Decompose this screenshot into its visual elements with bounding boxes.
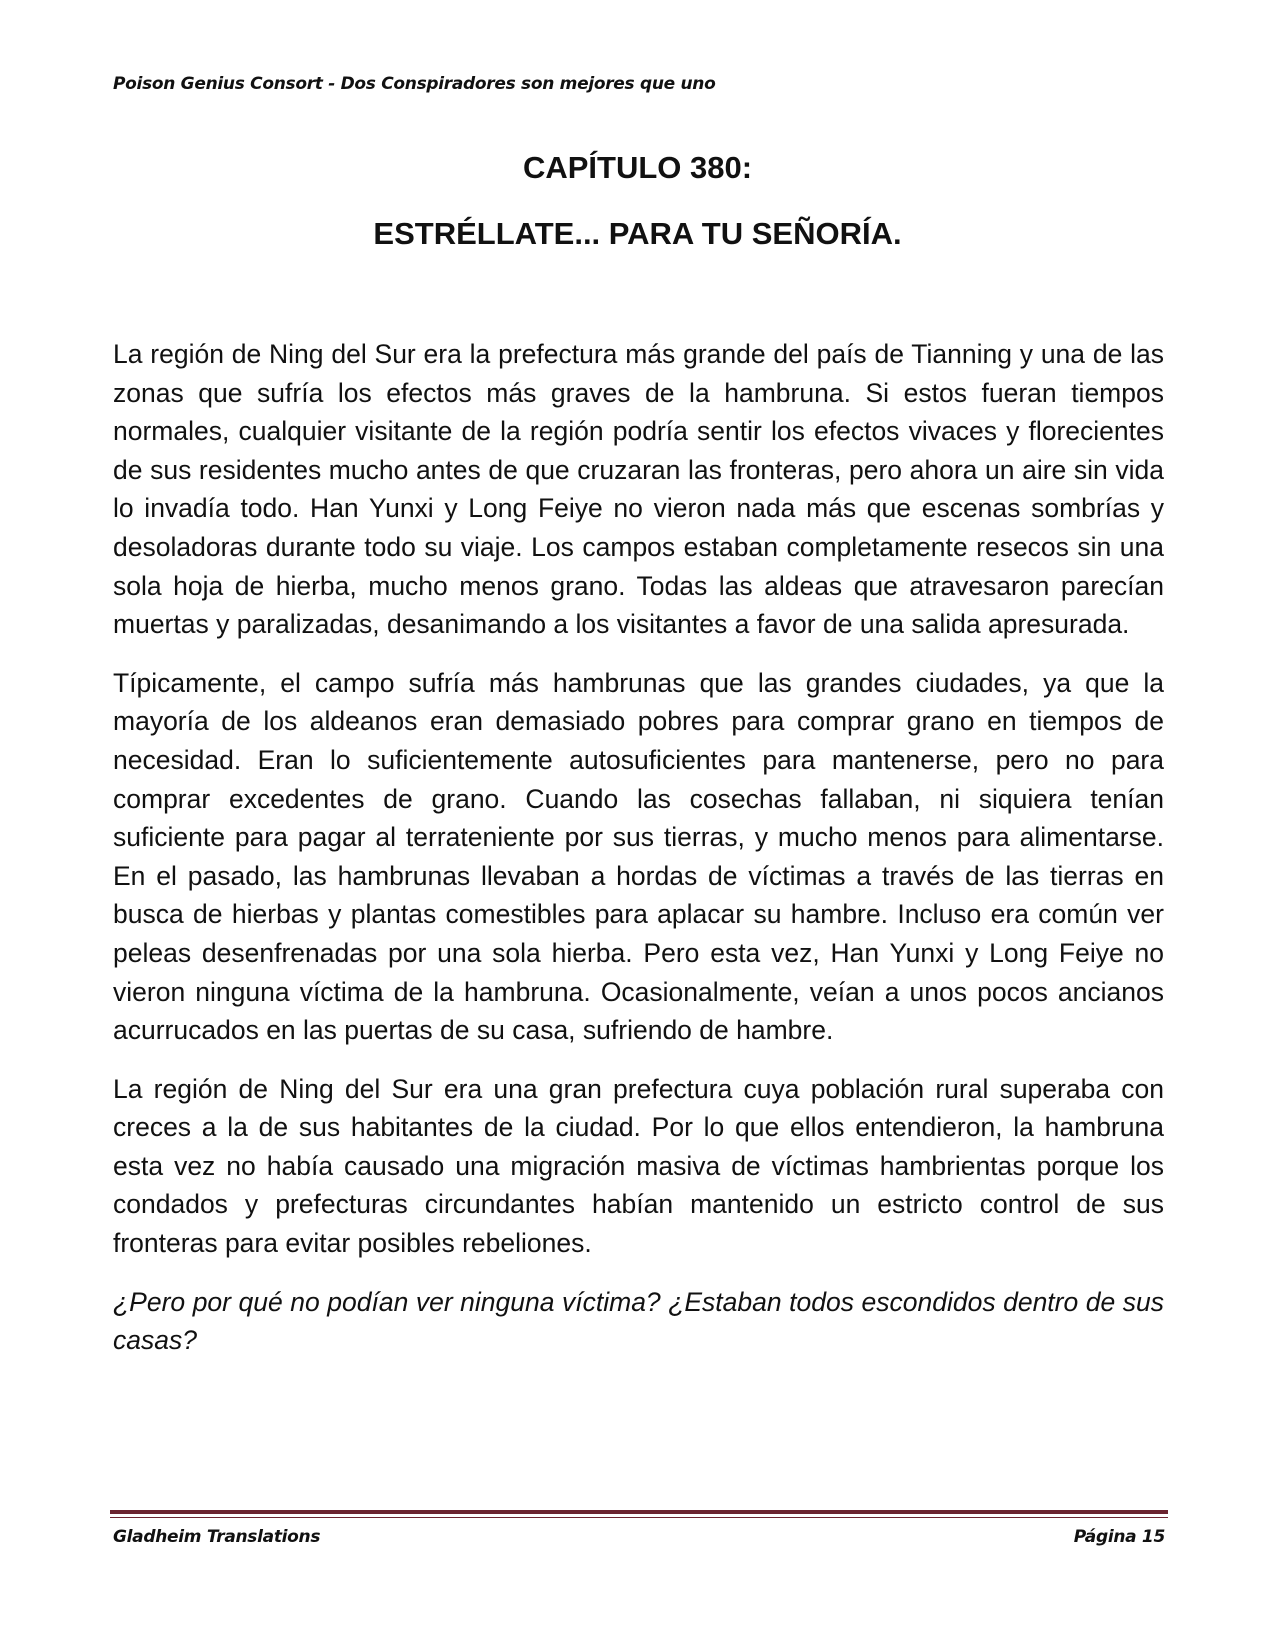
body-text — [113, 335, 1164, 1380]
paragraph-2: Típicamente, el campo sufría más hambrunas que las grandes ciudades, ya que la mayoría de los aldeanos eran demasiado pobres para comprar grano en tiempos de necesidad. Eran lo suficientemente autosuficientes para mantenerse, pero no para comprar excedentes de grano. Cuando las cosechas fallaban, ni siquiera tenían suficiente para pagar al terrateniente por sus tierras, y mucho menos para alimentarse. En el pasado, las hambrunas llevaban a hordas de víctimas a través de las tierras en busca de hierbas y plantas comestibles para aplacar su hambre. Incluso era común ver peleas desenfrenadas por una sola hierba. Pero esta vez, Han Yunxi y Long Feiye no vieron ninguna víctima de la hambruna. Ocasionalmente, veían a unos pocos ancianos acurrucados en las puertas de su casa, sufriendo de hambre. — [113, 667, 1164, 1046]
footer-rule-thin — [110, 1517, 1168, 1518]
running-header: Poison Genius Consort - Dos Conspiradores son mejores que uno — [113, 74, 716, 94]
footer-rule — [110, 1510, 1168, 1514]
footer-publisher: Gladheim Translations — [113, 1527, 321, 1547]
paragraph-4-italic: ¿Pero por qué no podían ver ninguna víctima? ¿Estaban todos escondidos dentro de sus casas? — [113, 1286, 1164, 1356]
paragraph-3: La región de Ning del Sur era una gran prefectura cuya población rural superaba con creces a la de sus habitantes de la ciudad. Por lo que ellos entendieron, la hambruna esta vez no había causado una migración masiva de víctimas hambrientas porque los condados y prefecturas circundantes habían mantenido un estricto control de sus fronteras para evitar posibles rebeliones. — [113, 1073, 1164, 1259]
chapter-title: ESTRÉLLATE... PARA TU SEÑORÍA. — [373, 216, 902, 251]
footer-page-number: Página 15 — [1073, 1527, 1165, 1547]
chapter-number: CAPÍTULO 380: — [522, 150, 753, 185]
paragraph-1: La región de Ning del Sur era la prefectura más grande del país de Tianning y una de las zonas que sufría los efectos más graves de la hambruna. Si estos fueran tiempos normales, cualquier visitante de la región podría sentir los efectos vivaces y florecientes de sus residentes mucho antes de que cruzaran las fronteras, pero ahora un aire sin vida lo invadía todo. Han Yunxi y Long Feiye no vieron nada más que escenas sombrías y desoladoras durante todo su viaje. Los campos estaban completamente resecos sin una sola hoja de hierba, mucho menos grano. Todas las aldeas que atravesaron parecían muertas y paralizadas, desanimando a los visitantes a favor de una salida apresurada. — [113, 339, 1164, 640]
